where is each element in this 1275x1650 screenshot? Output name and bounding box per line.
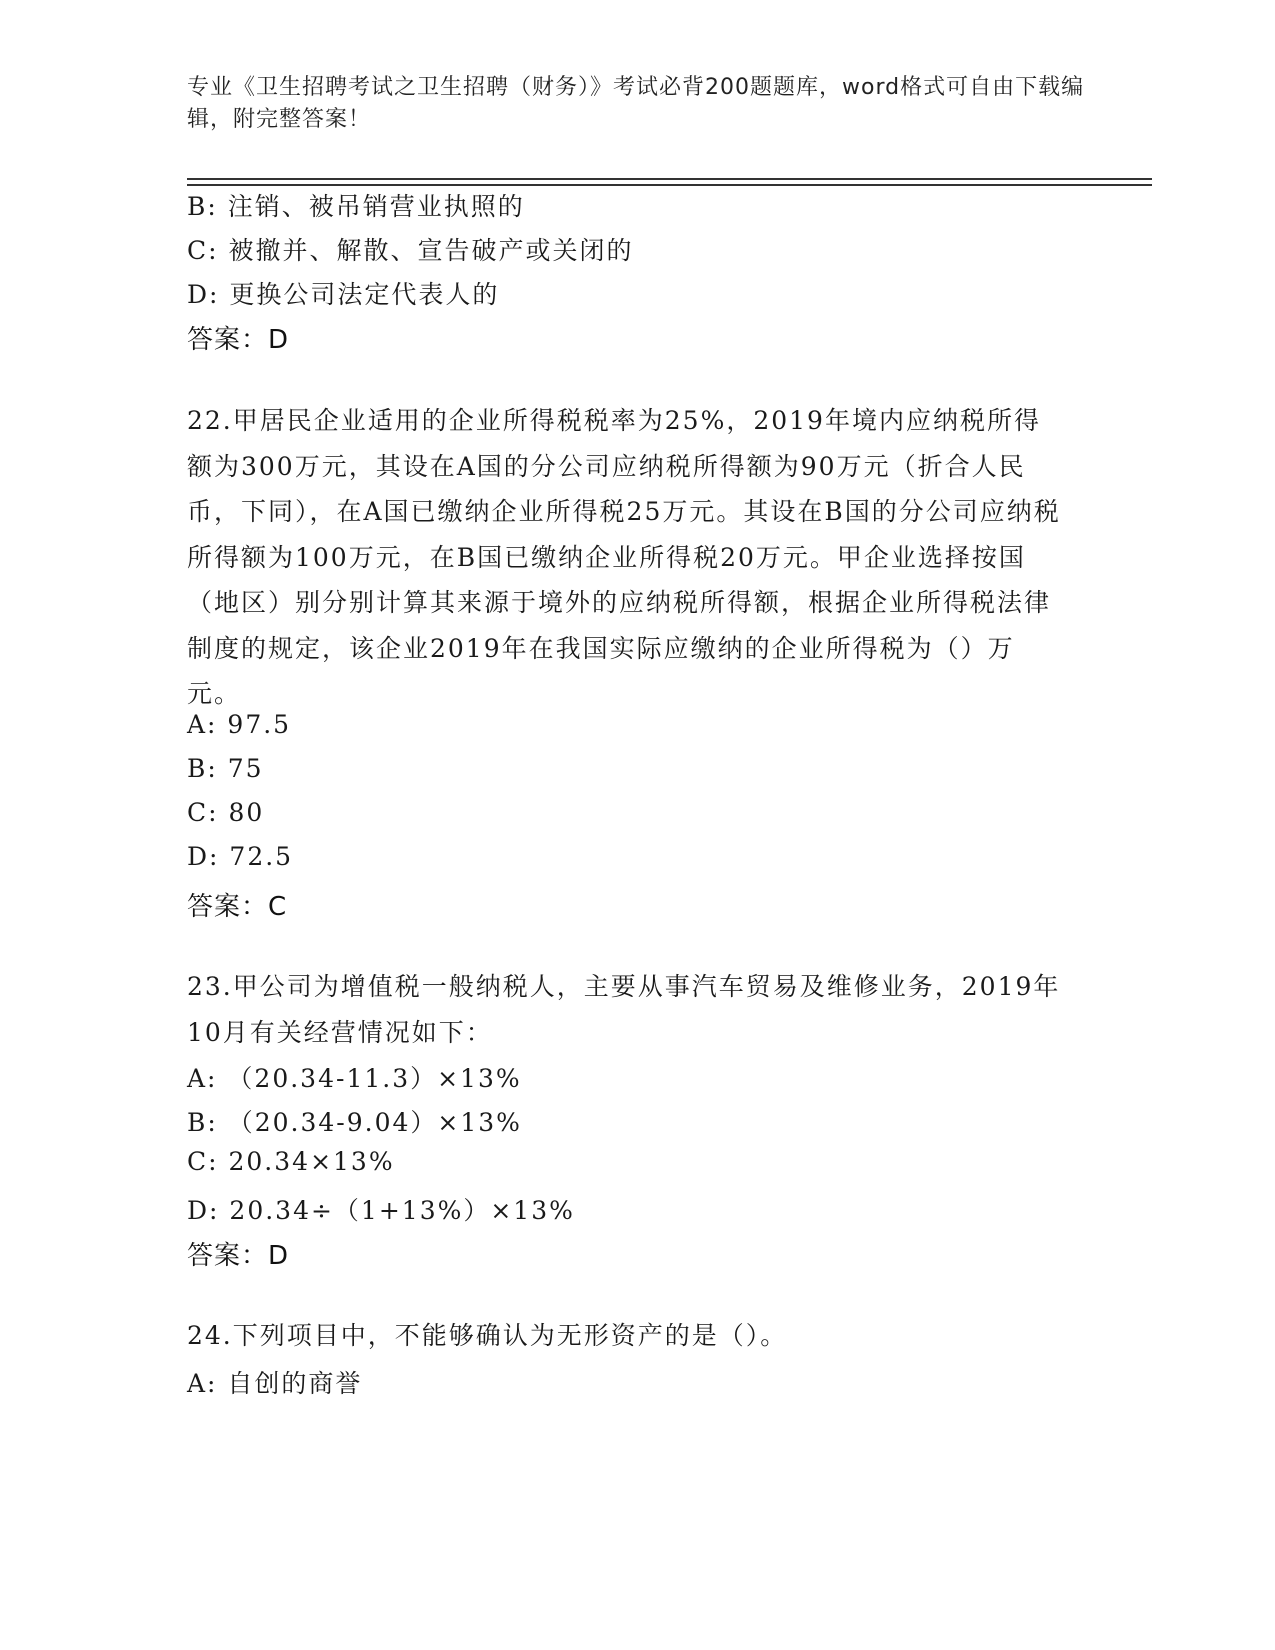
q22-option-c: C: 80 xyxy=(187,798,265,827)
q23-option-d: D: 20.34÷（1+13%）×13% xyxy=(187,1196,575,1225)
q22-option-d: D: 72.5 xyxy=(187,842,294,871)
q21-option-b: B: 注销、被吊销营业执照的 xyxy=(187,192,525,221)
q22-option-b: B: 75 xyxy=(187,754,264,783)
q23-option-b: B: （20.34-9.04）×13% xyxy=(187,1108,522,1137)
q22-question: 22.甲居民企业适用的企业所得税税率为25%，2019年境内应纳税所得额为300万元，其设在A国的分公司应纳税所得额为90万元（折合人民币，下同），在A国已缴纳企业所得税25万元。其设在B国的分公司应纳税所得额为100万元，在B国已缴纳企业所得税20万元。甲企业选择按国（地区）别分别计算其来源于境外的应纳税所得额，根据企业所得税法律制度的规定，该企业2019年在我国实际应缴纳的企业所得税为（）万元。 xyxy=(187,406,1061,708)
q21-answer: 答案：D xyxy=(187,325,290,355)
header-divider-bottom xyxy=(187,184,1152,186)
q23-option-c: C: 20.34×13% xyxy=(187,1147,395,1176)
header-divider-top xyxy=(187,178,1152,180)
q24-question: 24.下列项目中，不能够确认为无形资产的是（）。 xyxy=(187,1321,788,1350)
q23-answer: 答案：D xyxy=(187,1241,290,1271)
q23-option-a: A: （20.34-11.3）×13% xyxy=(187,1064,522,1093)
q22-option-a: A: 97.5 xyxy=(187,710,292,739)
q21-option-d: D: 更换公司法定代表人的 xyxy=(187,280,500,309)
q23-question: 23.甲公司为增值税一般纳税人，主要从事汽车贸易及维修业务，2019年10月有关经营情况如下： xyxy=(187,972,1061,1047)
document-header: 专业《卫生招聘考试之卫生招聘（财务）》考试必背200题题库，word格式可自由下载编辑，附完整答案！ xyxy=(187,75,1085,132)
q21-option-c: C: 被撤并、解散、宣告破产或关闭的 xyxy=(187,236,634,265)
q22-answer: 答案：C xyxy=(187,892,288,922)
q24-option-a: A: 自创的商誉 xyxy=(187,1369,363,1398)
